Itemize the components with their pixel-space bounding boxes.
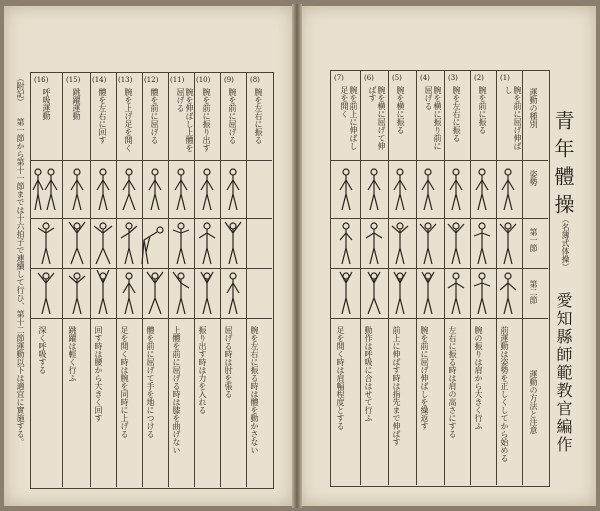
movement-name: 呼吸運動: [42, 88, 51, 120]
figure-icon: [340, 272, 352, 314]
method-text: 回す時は腰から大きく回す: [94, 326, 103, 422]
method-text: 深く呼吸する: [38, 326, 47, 374]
author-credit: 愛知縣師範教官編作: [554, 292, 573, 454]
row-number: (13): [118, 76, 133, 84]
method-text: 屈げる時は肘を張る: [224, 326, 233, 398]
header-posture: 姿勢: [529, 170, 538, 186]
row-number: (4): [420, 74, 430, 82]
header-step2: 第二節: [529, 280, 538, 304]
method-text: 左右に振る時は肩の高さにする: [448, 326, 457, 438]
row-number: (3): [448, 74, 458, 82]
method-text: 腕の振りは肩から大きく行ふ: [474, 326, 483, 430]
method-text: 體を前に屈げて手を地につける: [146, 326, 155, 438]
row-number: (7): [334, 74, 344, 82]
footnote-text: 第一節から第十一節までは十六拍子で連續して行ひ、第十二節運動以下は適宜に實施する。: [16, 118, 25, 446]
exercise-figures-left: [30, 160, 246, 318]
figure-icon: [340, 169, 352, 210]
figure-icon: [448, 223, 464, 264]
figure-icon: [392, 223, 408, 264]
movement-name: 腕を左右に振る: [254, 88, 263, 144]
method-text: 腕を左右に振る時は體を動かさない: [250, 326, 259, 454]
movement-name: 腕を前に振り出す: [202, 88, 211, 152]
figure-icon: [500, 273, 516, 314]
method-text: 上體を前に屈げる時は膝を曲げない: [172, 326, 181, 454]
method-text: 足を開く時は腕を同時に上げる: [120, 326, 129, 438]
row-number: (14): [92, 76, 107, 84]
method-text: 前運動は姿勢を正しくしてから始める: [500, 326, 509, 462]
figure-icon: [474, 223, 490, 264]
movement-name: 腕を左右に振る: [452, 86, 461, 142]
figure-icon: [340, 223, 352, 264]
figure-icon: [476, 169, 488, 210]
movement-name: 腕を横に振り前に屈げる: [424, 86, 442, 150]
movement-name: 體を左右に回す: [98, 88, 107, 144]
figure-icon: [420, 223, 436, 264]
movement-name: 腕を前上に伸ばし足を開く: [340, 86, 358, 150]
movement-name: 腕を前に屈げる: [228, 88, 237, 144]
edition-note: （名簿式体操）: [561, 215, 570, 271]
row-number: (15): [66, 76, 81, 84]
figure-icon: [474, 273, 490, 314]
method-text: 前上に伸ばす時は指先まで伸ばす: [392, 326, 401, 446]
figure-icon: [368, 272, 380, 314]
movement-name: 腕を前に屈げ伸ばし: [504, 86, 522, 150]
header-method: 運動の方法と注意: [529, 370, 538, 434]
row-number: (2): [474, 74, 484, 82]
row-number: (11): [170, 76, 185, 84]
header-step1: 第一節: [529, 228, 538, 252]
figure-icon: [368, 169, 380, 210]
figure-icon: [394, 272, 406, 314]
figure-icon: [422, 169, 434, 210]
row-number: (1): [500, 74, 510, 82]
figure-icon: [500, 223, 516, 264]
row-number: (10): [196, 76, 211, 84]
row-number: (8): [250, 76, 260, 84]
movement-name: 跳躍運動: [72, 88, 81, 120]
movement-name: 腕を横に振る: [396, 86, 405, 134]
movement-name: 腕を上げ足を開く: [124, 88, 133, 152]
book-gutter: [292, 4, 302, 508]
method-text: 腕を前に屈げ伸ばしを繰返す: [420, 326, 429, 430]
exercise-figures-right: [330, 160, 522, 318]
method-text: 振り出す時は力を入れる: [198, 326, 207, 414]
method-text: 跳躍は輕く行ふ: [68, 326, 77, 382]
row-number: (12): [144, 76, 159, 84]
row-number: (5): [392, 74, 402, 82]
header-kind: 運動の種別: [529, 88, 538, 128]
movement-name: 腕を横に屈げて伸ばす: [368, 86, 386, 150]
method-text: 動作は呼吸に合はせて行ふ: [364, 326, 373, 422]
figure-icon: [502, 169, 514, 210]
figure-icon: [422, 272, 434, 314]
figure-icon: [366, 223, 382, 264]
row-number: (6): [364, 74, 374, 82]
page-title: 青年體操: [551, 110, 575, 222]
figure-icon: [394, 169, 406, 210]
figure-icon: [448, 273, 464, 314]
movement-name: 體を前に屈げる: [150, 88, 159, 144]
figure-icon: [450, 169, 462, 210]
row-number: (9): [224, 76, 234, 84]
movement-name: 腕を前に振る: [478, 86, 487, 134]
movement-name: 腕を伸ばし上體を屈げる: [176, 88, 194, 152]
footnote-label: （附記）: [16, 74, 25, 106]
method-text: 足を開く時は肩幅程度とする: [336, 326, 345, 430]
row-number: (16): [34, 76, 49, 84]
